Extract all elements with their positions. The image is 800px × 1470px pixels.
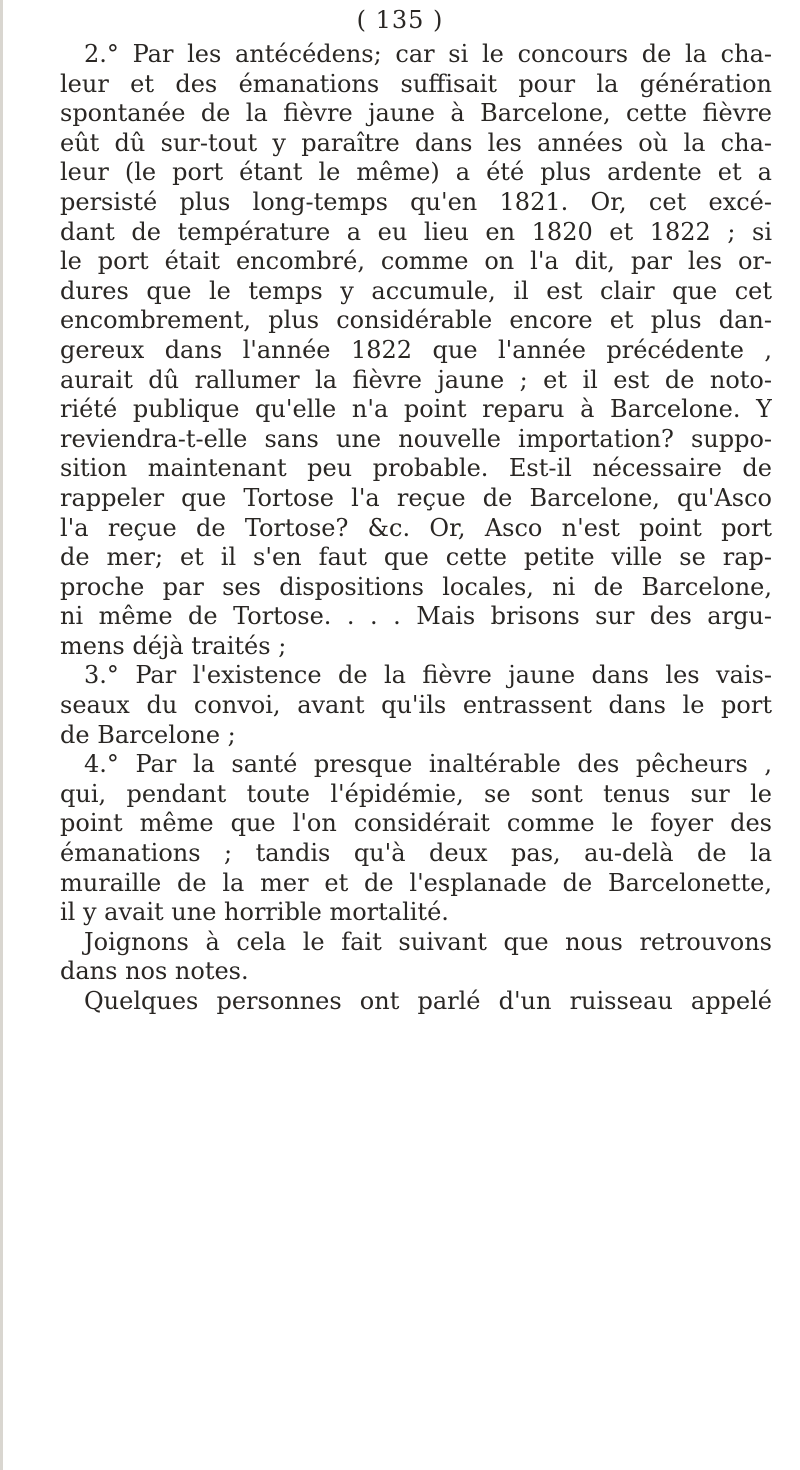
text-line: spontanée de la fièvre jaune à Barcelone, cette fièvre [60, 99, 772, 128]
text-line: eût dû sur-tout y paraître dans les années où la cha- [60, 128, 772, 157]
text-line: il y avait une horrible mortalité. [60, 898, 449, 927]
text-line: dant de température a eu lieu en 1820 et 1822 ; si [60, 217, 772, 246]
text-line: ni même de Tortose. . . . Mais brisons sur des argu- [60, 602, 772, 631]
text-line: gereux dans l'année 1822 que l'année précédente , [60, 335, 772, 364]
text-line: encombrement, plus considérable encore et plus dan- [60, 306, 772, 335]
text-line: l'a reçue de Tortose? &c. Or, Asco n'est point port [60, 513, 772, 542]
text-line: dans nos notes. [60, 957, 249, 986]
text-line: proche par ses dispositions locales, ni de Barcelone, [60, 572, 772, 601]
text-line: dures que le temps y accumule, il est clair que cet [60, 276, 772, 305]
text-line: riété publique qu'elle n'a point reparu à Barcelone. Y [60, 395, 772, 424]
text-line: reviendra-t-elle sans une nouvelle importation? suppo- [60, 424, 772, 453]
text-line: sition maintenant peu probable. Est-il nécessaire de [60, 454, 772, 483]
text-line: leur et des émanations suffisait pour la génération [60, 69, 772, 98]
text-line: 2.° Par les antécédens; car si le concours de la cha- [84, 40, 772, 68]
text-line: persisté plus long-temps qu'en 1821. Or, cet excé- [60, 187, 772, 216]
text-line: qui, pendant toute l'épidémie, se sont tenus sur le [60, 779, 772, 808]
text-line: aurait dû rallumer la fièvre jaune ; et il est de noto- [60, 365, 772, 394]
text-line: Quelques personnes ont parlé d'un ruisseau appelé [84, 987, 772, 1015]
text-line: seaux du convoi, avant qu'ils entrassent dans le port [60, 691, 772, 720]
text-line: émanations ; tandis qu'à deux pas, au-delà de la [60, 839, 772, 868]
text-line: Joignons à cela le fait suivant que nous retrouvons [84, 927, 772, 956]
text-line: leur (le port étant le même) a été plus ardente et a [60, 158, 772, 187]
text-line: le port était encombré, comme on l'a dit, par les or- [60, 247, 772, 276]
text-line: 4.° Par la santé presque inaltérable des pêcheurs , [84, 750, 772, 779]
text-line: muraille de la mer et de l'esplanade de Barcelonette, [60, 868, 772, 897]
text-line: point même que l'on considérait comme le foyer des [60, 809, 772, 838]
body-text [60, 40, 772, 1017]
page-edge-shadow [0, 0, 3, 1470]
text-line: mens déjà traités ; [60, 631, 287, 660]
text-line: rappeler que Tortose l'a reçue de Barcelone, qu'Asco [60, 483, 772, 512]
text-line: de Barcelone ; [60, 720, 236, 749]
page-number: ( 135 ) [356, 6, 444, 34]
text-line: 3.° Par l'existence de la fièvre jaune dans les vais- [84, 661, 772, 690]
text-line: de mer; et il s'en faut que cette petite ville se rap- [60, 543, 772, 572]
